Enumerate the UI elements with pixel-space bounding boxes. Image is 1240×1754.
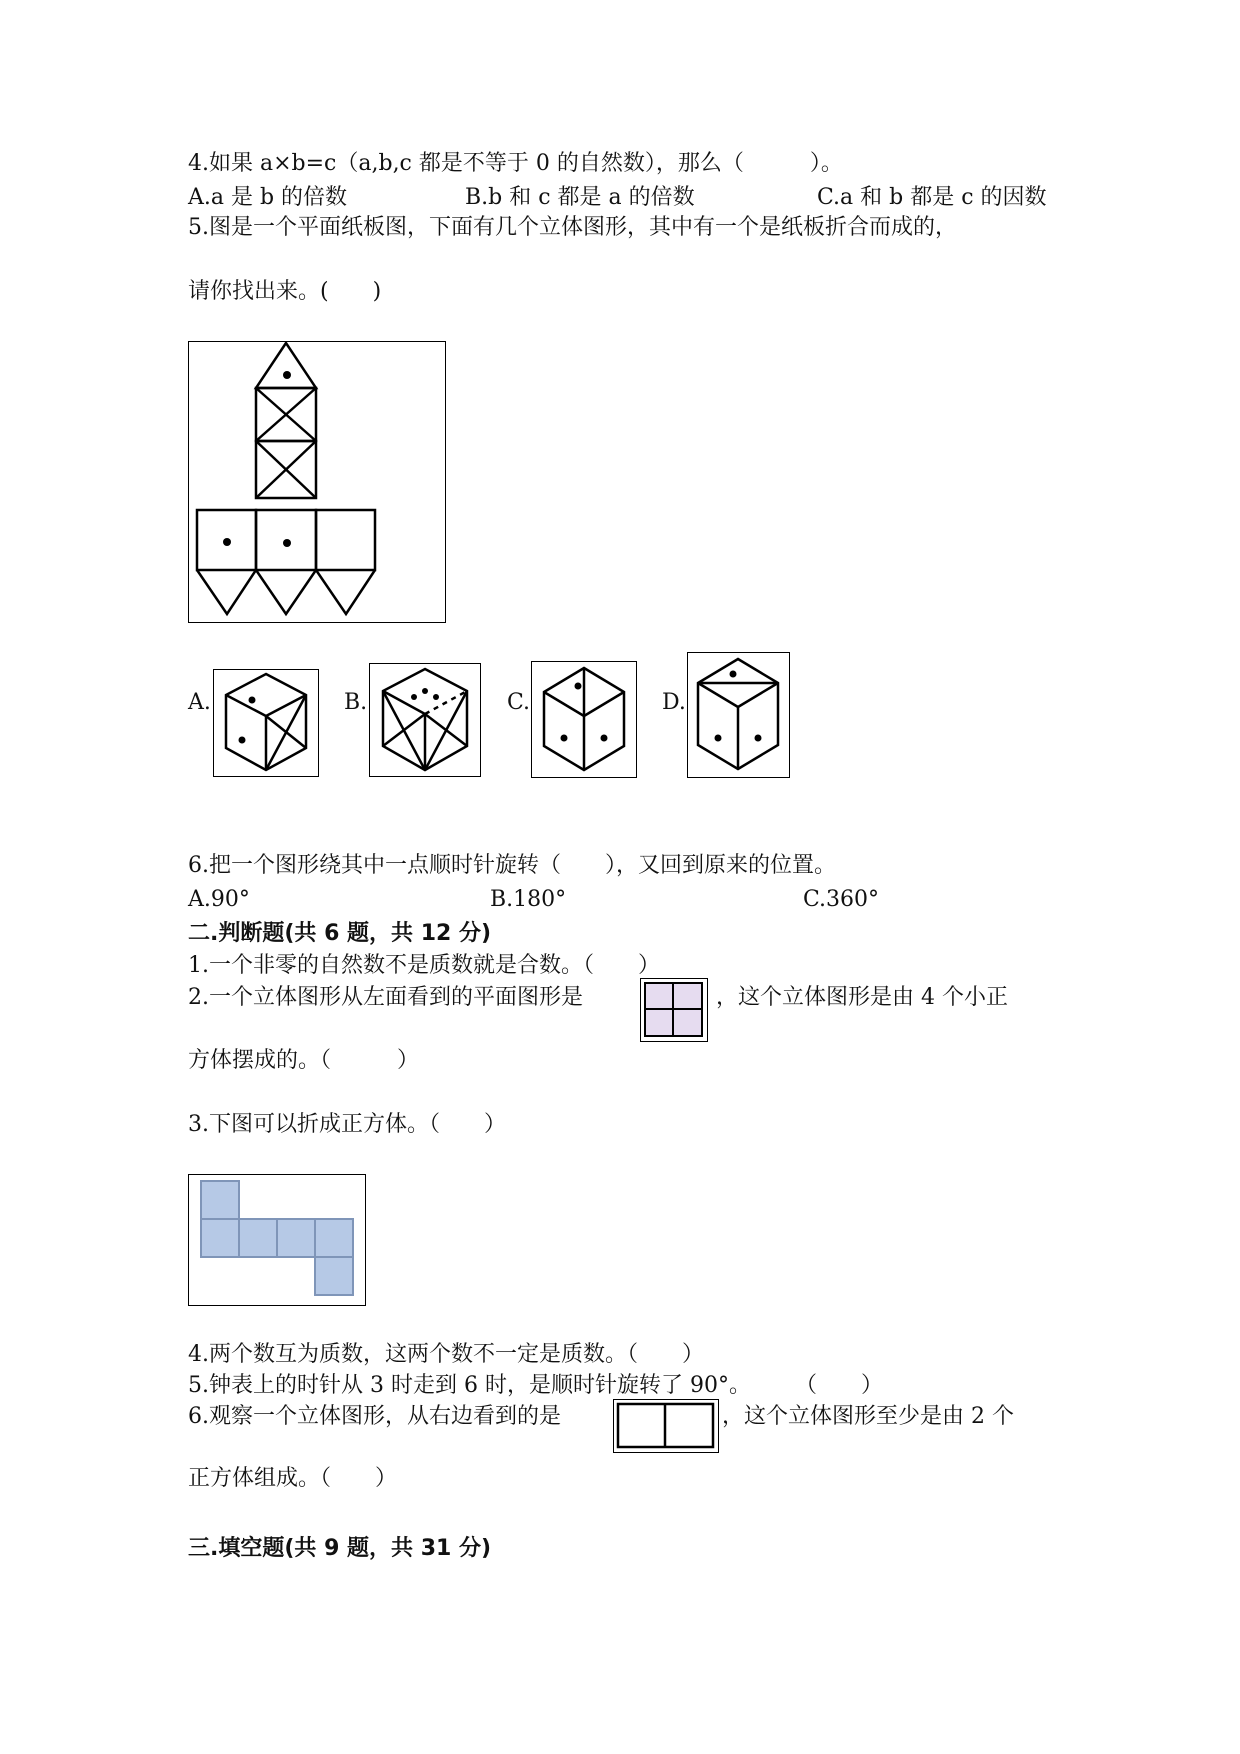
judge-2-text-line2: 方体摆成的。（ ） (188, 1048, 420, 1073)
cube-c-drawing (532, 662, 635, 776)
paper-net-figure (188, 341, 446, 623)
judge-6-text-after: ，这个立体图形至少是由 2 个 (722, 1404, 1014, 1429)
left-view-figure (640, 978, 708, 1042)
cube-net-figure (188, 1174, 366, 1306)
judge-2-text-before: 2.一个立体图形从左面看到的平面图形是 (188, 985, 583, 1010)
judge-3-text: 3.下图可以折成正方体。（ ） (188, 1112, 506, 1137)
cube-d-drawing (688, 653, 788, 776)
judge-4-text: 4.两个数互为质数，这两个数不一定是质数。（ ） (188, 1342, 704, 1367)
left-view-drawing (641, 979, 706, 1040)
q5-option-a-label: A. (188, 690, 211, 715)
judge-5-text: 5.钟表上的时针从 3 时走到 6 时，是顺时针旋转了 90°。 （ ） (188, 1373, 883, 1398)
right-view-drawing (614, 1400, 717, 1451)
q4-option-c: C.a 和 b 都是 c 的因数 (817, 185, 1047, 210)
paper-net-drawing (189, 342, 444, 621)
question-5-text-line2: 请你找出来。( ) (188, 279, 382, 304)
q5-option-b-label: B. (344, 690, 368, 715)
judge-1-text: 1.一个非零的自然数不是质数就是合数。（ ） (188, 953, 660, 978)
cube-a-drawing (214, 670, 317, 775)
cube-option-d (687, 652, 790, 778)
cube-option-b (369, 663, 481, 777)
question-4-text: 4.如果 a×b=c（a,b,c 都是不等于 0 的自然数），那么（ ）。 (188, 151, 843, 176)
judge-6-text-line2: 正方体组成。（ ） (188, 1466, 398, 1491)
judge-6-text-before: 6.观察一个立体图形，从右边看到的是 (188, 1404, 561, 1429)
section-3-title: 三.填空题(共 9 题，共 31 分) (188, 1536, 492, 1561)
cube-net-drawing (189, 1175, 364, 1304)
q4-option-a: A.a 是 b 的倍数 (188, 185, 348, 210)
cube-option-a (213, 669, 319, 777)
q4-option-b: B.b 和 c 都是 a 的倍数 (465, 185, 695, 210)
section-2-title: 二.判断题(共 6 题，共 12 分) (188, 921, 492, 946)
q6-option-a: A.90° (188, 887, 250, 912)
cube-b-drawing (370, 664, 479, 775)
q6-option-c: C.360° (803, 887, 880, 912)
q5-option-d-label: D. (662, 690, 686, 715)
cube-option-c (531, 661, 637, 778)
q6-option-b: B.180° (490, 887, 567, 912)
question-5-text-line1: 5.图是一个平面纸板图，下面有几个立体图形，其中有一个是纸板折合而成的， (188, 215, 957, 240)
judge-2-text-after: ，这个立体图形是由 4 个小正 (716, 985, 1008, 1010)
question-6-text: 6.把一个图形绕其中一点顺时针旋转（ ），又回到原来的位置。 (188, 853, 836, 878)
right-view-figure (613, 1399, 719, 1453)
q5-option-c-label: C. (507, 690, 531, 715)
